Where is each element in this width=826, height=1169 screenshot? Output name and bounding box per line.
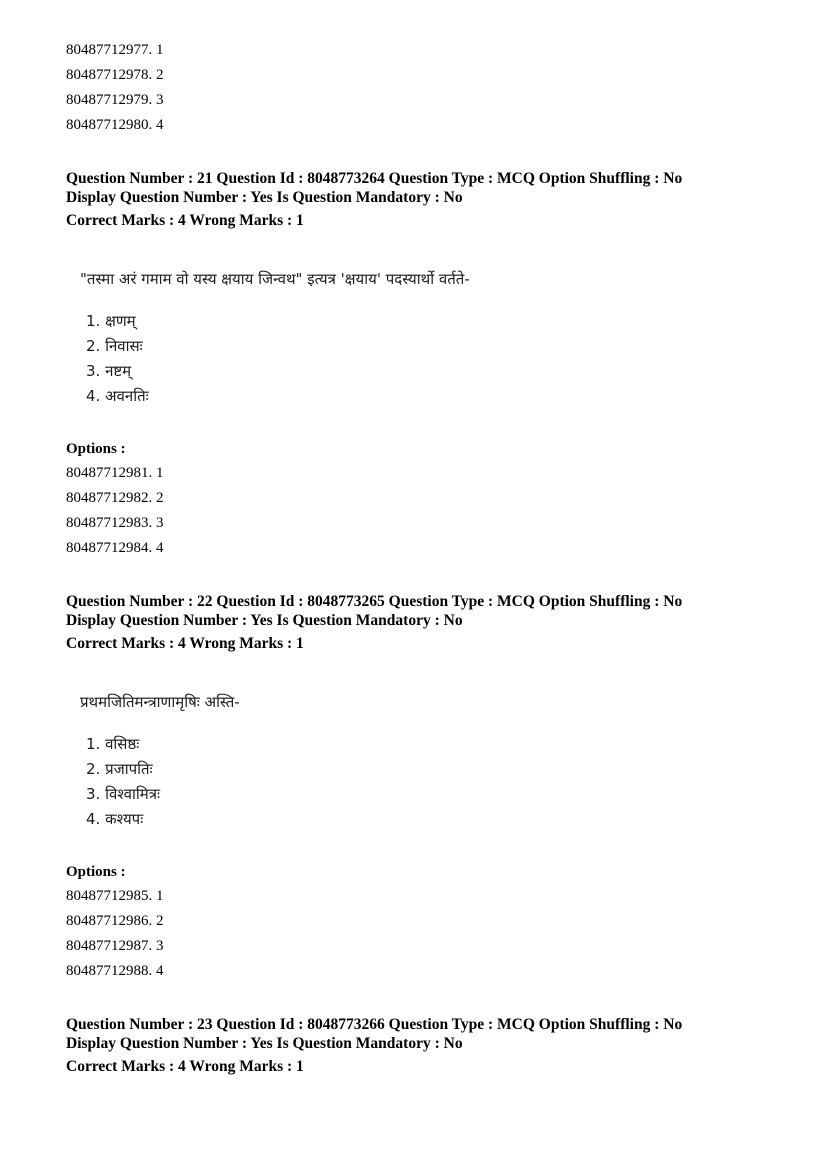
option-line: 80487712980. 4 [66,117,164,133]
option-line: 80487712985. 1 [66,888,164,904]
options-heading: Options : [66,441,126,457]
question-marks-line: Correct Marks : 4 Wrong Marks : 1 [66,212,304,229]
question-marks-line: Correct Marks : 4 Wrong Marks : 1 [66,635,304,652]
question-choice: 2. प्रजापतिः [86,760,153,778]
option-line: 80487712987. 3 [66,938,164,954]
question-text: "तस्मा अरं गमाम वो यस्य क्षयाय जिन्वथ" इत्यत्र 'क्षयाय' पदस्यार्थो वर्तते- [80,270,470,288]
question-meta-line-2: Display Question Number : Yes Is Question Mandatory : No [66,612,463,629]
question-marks-line: Correct Marks : 4 Wrong Marks : 1 [66,1058,304,1075]
options-heading: Options : [66,864,126,880]
question-meta-line-1: Question Number : 21 Question Id : 8048773264 Question Type : MCQ Option Shuffling : No [66,170,683,187]
question-choice: 2. निवासः [86,337,143,355]
question-text: प्रथमजितिमन्त्राणामृषिः अस्ति- [80,693,240,711]
question-choice: 3. नष्टम् [86,362,132,380]
question-meta-line-2: Display Question Number : Yes Is Question Mandatory : No [66,189,463,206]
option-line: 80487712979. 3 [66,92,164,108]
question-meta-line-2: Display Question Number : Yes Is Question Mandatory : No [66,1035,463,1052]
option-line: 80487712984. 4 [66,540,164,556]
question-meta-line-1: Question Number : 22 Question Id : 8048773265 Question Type : MCQ Option Shuffling : No [66,593,683,610]
question-choice: 4. अवनतिः [86,387,149,405]
question-choice: 1. वसिष्ठः [86,735,140,753]
question-choice: 4. कश्यपः [86,810,144,828]
option-line: 80487712988. 4 [66,963,164,979]
option-line: 80487712981. 1 [66,465,164,481]
option-line: 80487712977. 1 [66,42,164,58]
option-line: 80487712982. 2 [66,490,164,506]
question-choice: 1. क्षणम् [86,312,136,330]
option-line: 80487712978. 2 [66,67,164,83]
option-line: 80487712983. 3 [66,515,164,531]
question-choice: 3. विश्वामित्रः [86,785,161,803]
option-line: 80487712986. 2 [66,913,164,929]
question-meta-line-1: Question Number : 23 Question Id : 8048773266 Question Type : MCQ Option Shuffling : No [66,1016,683,1033]
